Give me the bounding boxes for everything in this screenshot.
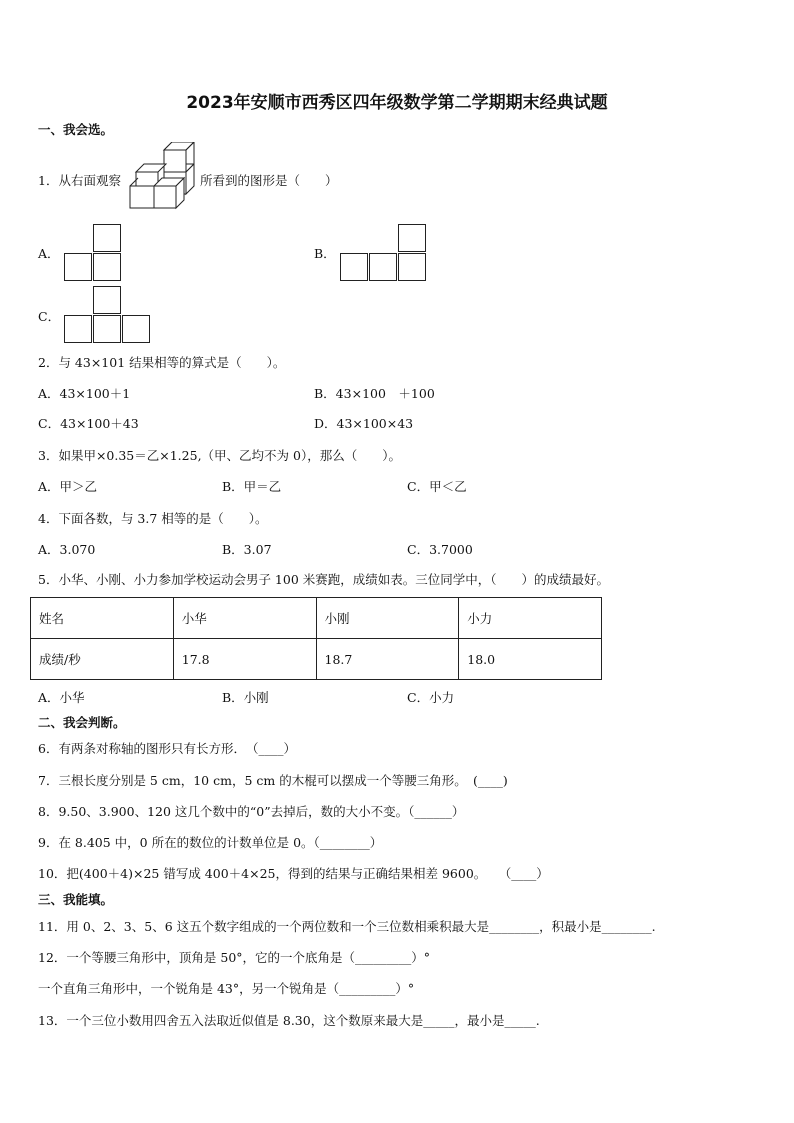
question-2: 2．与 43×101 结果相等的算式是（ ）。 <box>38 355 286 370</box>
option-3c: C．甲＜乙 <box>407 479 467 494</box>
table-cell: 小力 <box>459 598 602 639</box>
table-cell: 小刚 <box>316 598 459 639</box>
option-3a: A．甲＞乙 <box>38 479 98 494</box>
table-row <box>31 639 602 680</box>
section-heading-choice: 一、我会选。 <box>38 122 114 137</box>
option-2b: B．43×100 ＋100 <box>314 386 435 401</box>
section-heading-fill: 三、我能填。 <box>38 892 114 907</box>
score-table <box>30 597 602 680</box>
option-4c: C．3.7000 <box>407 542 473 557</box>
table-cell: 17.8 <box>173 639 316 680</box>
option-4a: A．3.070 <box>38 542 96 557</box>
question-7: 7．三根长度分别是 5 cm，10 cm，5 cm 的木棍可以摆成一个等腰三角形。 (____) <box>38 773 508 788</box>
question-12-part-2: 一个直角三角形中，一个锐角是 43°，另一个锐角是（_________）° <box>38 981 415 996</box>
option-2d: D．43×100×43 <box>314 416 414 431</box>
question-13: 13．一个三位小数用四舍五入法取近似值是 8.30，这个数原来最大是_____，最小是_____. <box>38 1013 540 1028</box>
option-4b: B．3.07 <box>222 542 272 557</box>
question-5: 5．小华、小刚、小力参加学校运动会男子 100 米赛跑，成绩如表。三位同学中，（ ）的成绩最好。 <box>38 572 610 587</box>
question-4: 4．下面各数，与 3.7 相等的是（ ）。 <box>38 511 268 526</box>
question-10: 10．把(400＋4)×25 错写成 400＋4×25，得到的结果与正确结果相差 9600。 （____） <box>38 866 549 881</box>
option-2a: A．43×100＋1 <box>38 386 131 401</box>
section-heading-judge: 二、我会判断。 <box>38 715 126 730</box>
question-1-prefix: 1．从右面观察 <box>38 173 121 188</box>
question-8: 8．9.50、3.900、120 这几个数中的“0”去掉后，数的大小不变。（______） <box>38 804 465 819</box>
table-cell: 18.7 <box>316 639 459 680</box>
option-5a: A．小华 <box>38 690 85 705</box>
table-cell: 小华 <box>173 598 316 639</box>
question-3: 3．如果甲×0.35＝乙×1.25,（甲、乙均不为 0），那么（ ）。 <box>38 448 401 463</box>
option-1a-label: A． <box>38 246 60 261</box>
question-9: 9．在 8.405 中，0 所在的数位的计数单位是 0。（________） <box>38 835 383 850</box>
table-cell: 18.0 <box>459 639 602 680</box>
table-cell: 姓名 <box>31 598 174 639</box>
question-6: 6．有两条对称轴的图形只有长方形． （____） <box>38 741 296 756</box>
cube-stack-figure <box>128 142 198 220</box>
question-1-suffix: 所看到的图形是（ ） <box>200 173 338 188</box>
page-title: 2023年安顺市西秀区四年级数学第二学期期末经典试题 <box>186 93 608 113</box>
question-11: 11．用 0、2、3、5、6 这五个数字组成的一个两位数和一个三位数相乘积最大是________，积最小是________. <box>38 919 656 934</box>
question-12: 12．一个等腰三角形中，顶角是 50°，它的一个底角是（_________）° <box>38 950 431 965</box>
table-row <box>31 598 602 639</box>
table-cell: 成绩/秒 <box>31 639 174 680</box>
option-5c: C．小力 <box>407 690 455 705</box>
option-3b: B．甲＝乙 <box>222 479 282 494</box>
option-2c: C．43×100＋43 <box>38 416 139 431</box>
option-5b: B．小刚 <box>222 690 269 705</box>
option-1b-label: B． <box>314 246 336 261</box>
option-1c-label: C． <box>38 309 61 324</box>
